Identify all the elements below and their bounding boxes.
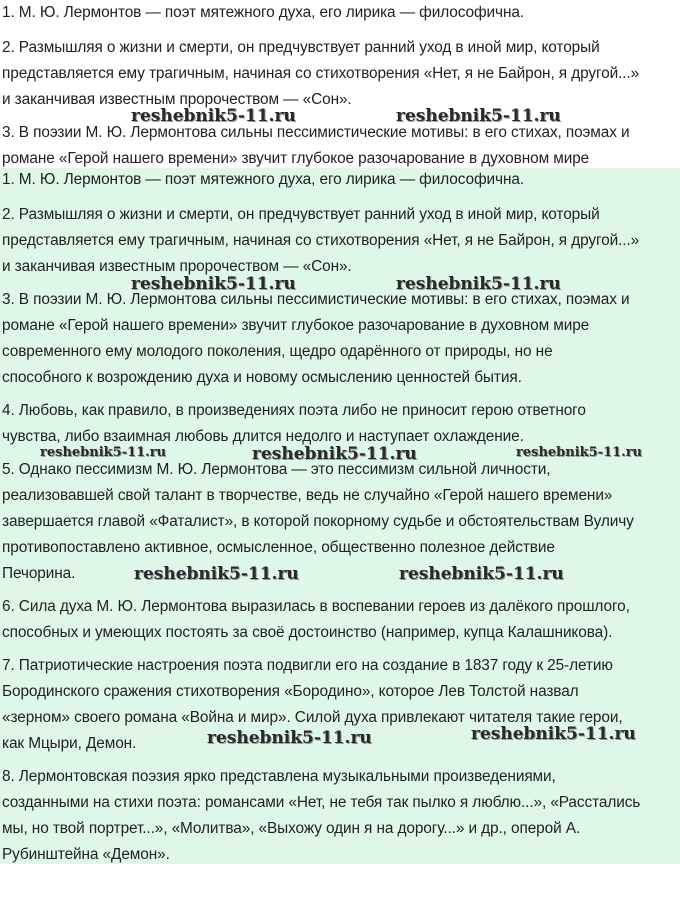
watermark: reshebnik5-11.ru (207, 728, 372, 748)
watermark: reshebnik5-11.ru (134, 564, 299, 584)
text-line: «зерном» своего романа «Война и мир». Силой духа привлекают читателя такие герои, (2, 709, 623, 726)
text-line: способного к возрождению духа и новому осмыслению ценностей бытия. (2, 369, 522, 386)
text-line: 2. Размышляя о жизни и смерти, он предчувствует ранний уход в иной мир, который (2, 39, 600, 56)
watermark: reshebnik5-11.ru (131, 274, 296, 294)
watermark: reshebnik5-11.ru (252, 444, 417, 464)
text-line: 7. Патриотические настроения поэта подвигли его на создание в 1837 году к 25-летию (2, 657, 613, 674)
watermark: reshebnik5-11.ru (396, 274, 561, 294)
text-line: Бородинского сражения стихотворения «Бородино», которое Лев Толстой назвал (2, 683, 579, 700)
text-line: завершается главой «Фаталист», в которой покорному судьбе и обстоятельствам Вуличу (2, 513, 634, 530)
text-line: 1. М. Ю. Лермонтов — поэт мятежного духа, его лирика — философична. (2, 171, 524, 188)
watermark: reshebnik5-11.ru (399, 564, 564, 584)
text-line: 5. Однако пессимизм М. Ю. Лермонтова — это пессимизм сильной личности, (2, 461, 551, 478)
text-line: чувства, либо взаимная любовь длится недолго и наступает охлаждение. (2, 428, 524, 445)
text-line: современного ему молодого поколения, щедро одарённого от природы, но не (2, 343, 553, 360)
answer-block-preview (0, 0, 680, 168)
text-line: реализовавшей свой талант в творчестве, ведь не случайно «Герой нашего времени» (2, 487, 613, 504)
watermark: reshebnik5-11.ru (396, 106, 561, 126)
text-line: мы, но твой портрет...», «Молитва», «Выхожу один я на дорогу...» и др., оперой А. (2, 820, 581, 837)
text-line: романе «Герой нашего времени» звучит глубокое разочарование в духовном мире (2, 317, 590, 334)
watermark: reshebnik5-11.ru (516, 445, 643, 460)
text-line: 2. Размышляя о жизни и смерти, он предчувствует ранний уход в иной мир, который (2, 206, 600, 223)
text-line: противопоставлено активное, осмысленное, общественно полезное действие (2, 539, 555, 556)
text-line: представляется ему трагичным, начиная со стихотворения «Нет, я не Байрон, я другой...» (2, 232, 640, 249)
text-line: как Мцыри, Демон. (2, 735, 137, 752)
watermark: reshebnik5-11.ru (40, 445, 167, 460)
text-line: созданными на стихи поэта: романсами «Нет, не тебя так пылко я люблю...», «Расстались (2, 794, 641, 811)
text-line: 3. В поэзии М. Ю. Лермонтова сильны пессимистические мотивы: в его стихах, поэмах и (2, 124, 630, 141)
text-line: 4. Любовь, как правило, в произведениях поэта либо не приносит герою ответного (2, 402, 586, 419)
text-line: 8. Лермонтовская поэзия ярко представлена музыкальными произведениями, (2, 768, 556, 785)
text-line: 1. М. Ю. Лермонтов — поэт мятежного духа, его лирика — философична. (2, 4, 524, 21)
text-line: способных и умеющих постоять за своё достоинство (например, купца Калашникова). (2, 624, 613, 641)
text-line: 6. Сила духа М. Ю. Лермонтова выразилась в воспевании героев из далёкого прошлого, (2, 598, 630, 615)
text-line: представляется ему трагичным, начиная со стихотворения «Нет, я не Байрон, я другой...» (2, 65, 640, 82)
watermark: reshebnik5-11.ru (131, 106, 296, 126)
text-line: Рубинштейна «Демон». (2, 846, 170, 863)
text-line: и заканчивая известным пророчеством — «Сон». (2, 258, 352, 275)
text-line: Печорина. (2, 565, 76, 582)
text-line: и заканчивая известным пророчеством — «Сон». (2, 91, 352, 108)
text-line: романе «Герой нашего времени» звучит глубокое разочарование в духовном мире (2, 150, 590, 167)
text-line: 3. В поэзии М. Ю. Лермонтова сильны пессимистические мотивы: в его стихах, поэмах и (2, 291, 630, 308)
answer-block (0, 168, 680, 864)
watermark: reshebnik5-11.ru (471, 724, 636, 744)
